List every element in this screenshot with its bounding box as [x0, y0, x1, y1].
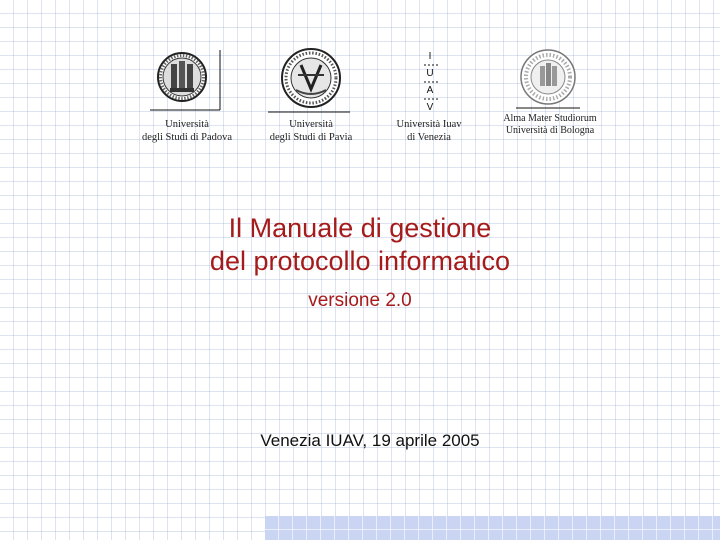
iuav-letter-u: U: [426, 68, 434, 79]
decorative-band: [265, 516, 720, 540]
iuav-letter-i: I: [428, 51, 432, 62]
iuav-logo-icon: [418, 48, 446, 112]
iuav-letter-a: A: [426, 85, 434, 96]
version-label: versione 2.0: [308, 290, 412, 311]
pavia-label: Università degli Studi di Pavia: [269, 119, 353, 143]
iuav-letter-v: V: [426, 102, 434, 112]
bologna-seal-icon: [516, 46, 586, 112]
place-date: Venezia IUAV, 19 aprile 2005: [260, 431, 480, 450]
bologna-label: Alma Mater Studiorum Università di Bologna: [503, 113, 597, 136]
padova-seal-icon: [148, 50, 224, 116]
padova-label: Università degli Studi di Padova: [141, 119, 233, 143]
title-line-1: Il Manuale di gestione: [228, 213, 492, 243]
iuav-label: Università Iuav di Venezia: [396, 119, 462, 143]
pavia-seal-icon: [268, 45, 354, 117]
page-title: [0, 212, 720, 278]
title-line-2: del protocollo informatico: [209, 246, 511, 276]
